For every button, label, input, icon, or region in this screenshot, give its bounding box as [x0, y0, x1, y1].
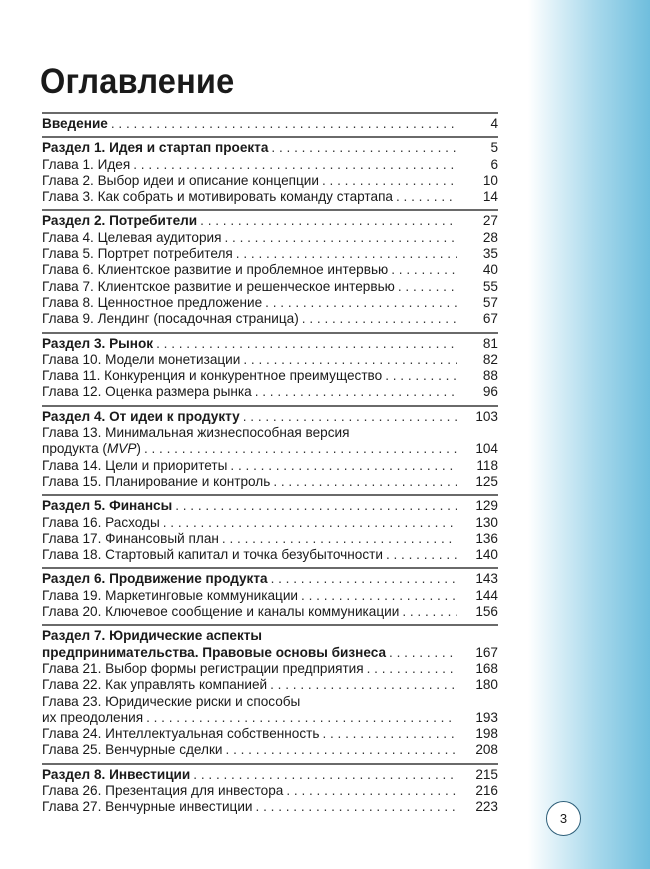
- toc-entry[interactable]: [42, 604, 498, 620]
- toc-page-number: 167: [475, 644, 498, 660]
- toc-entry[interactable]: [42, 230, 498, 246]
- toc-entry-title: Глава 26. Презентация для инвестора: [42, 782, 284, 798]
- toc-page-number: 40: [482, 262, 498, 278]
- dot-leader: [322, 173, 457, 189]
- toc-page-number: 28: [482, 229, 498, 245]
- toc-entry[interactable]: [42, 474, 498, 490]
- toc-entry-title: Глава 23. Юридические риски и способы: [42, 693, 301, 709]
- toc-entry-title: Раздел 6. Продвижение продукта: [42, 571, 268, 587]
- toc-entry-title: Глава 12. Оценка размера рынка: [42, 384, 252, 400]
- toc-entry[interactable]: [42, 547, 498, 563]
- toc-entry-title: Глава 17. Финансовый план: [42, 530, 219, 546]
- toc-page-number: 129: [475, 498, 498, 514]
- toc-page-number: 118: [476, 457, 498, 473]
- toc-entry-title: Глава 8. Ценностное предложение: [42, 294, 263, 310]
- toc-page-number: 168: [475, 660, 498, 676]
- dot-leader: [200, 213, 457, 229]
- toc-page-number: 208: [475, 742, 498, 758]
- toc-entry-title: Глава 15. Планирование и контроль: [42, 473, 271, 489]
- toc-section: [42, 112, 498, 136]
- dot-leader: [385, 368, 457, 384]
- toc-page-number: 104: [475, 441, 498, 457]
- dot-leader: [236, 246, 457, 262]
- toc-entry[interactable]: [42, 783, 498, 799]
- toc-section: [42, 136, 498, 209]
- toc-page-number: 130: [475, 514, 498, 530]
- toc-entry-title: Глава 9. Лендинг (посадочная страница): [42, 311, 299, 327]
- dot-leader: [402, 604, 457, 620]
- toc-entry-title: Глава 14. Цели и приоритеты: [42, 457, 228, 473]
- toc-section-heading[interactable]: [42, 336, 498, 352]
- toc-page-number: 193: [475, 709, 498, 725]
- toc-entry[interactable]: [42, 425, 498, 441]
- toc-entry-title: их преодоления: [42, 709, 144, 725]
- toc-section-heading[interactable]: [42, 498, 498, 514]
- toc-entry[interactable]: [42, 173, 498, 189]
- toc-section: [42, 624, 498, 762]
- toc-entry-title: Раздел 5. Финансы: [42, 498, 173, 514]
- toc-section-heading[interactable]: [42, 409, 498, 425]
- toc-entry[interactable]: [42, 742, 498, 758]
- toc-page-number: 156: [475, 604, 498, 620]
- toc-entry-title: Глава 21. Выбор формы регистрации предприятия: [42, 660, 364, 676]
- toc-section: [42, 763, 498, 820]
- toc-entry-title: Глава 6. Клиентское развитие и проблемное интервью: [42, 262, 389, 278]
- toc-entry[interactable]: [42, 799, 498, 815]
- toc-page-number: 96: [482, 384, 498, 400]
- toc-entry-title: Глава 1. Идея: [42, 156, 131, 172]
- dot-leader: [286, 783, 457, 799]
- toc-page-number: 180: [475, 677, 498, 693]
- toc-page-number: 82: [482, 351, 498, 367]
- toc-entry-title: Глава 24. Интеллектуальная собственность: [42, 726, 320, 742]
- toc-page-number: 67: [482, 311, 498, 327]
- toc-section: [42, 494, 498, 567]
- toc-section: [42, 332, 498, 405]
- dot-leader: [156, 336, 457, 352]
- toc-entry[interactable]: [42, 726, 498, 742]
- toc-section-heading[interactable]: [42, 645, 498, 661]
- toc-entry[interactable]: [42, 157, 498, 173]
- dot-leader: [271, 140, 457, 156]
- dot-leader: [273, 474, 457, 490]
- toc-entry[interactable]: [42, 661, 498, 677]
- dot-leader: [386, 547, 457, 563]
- toc-entry[interactable]: [42, 368, 498, 384]
- dot-leader: [302, 311, 457, 327]
- toc-page-number: 10: [482, 172, 498, 188]
- toc-entry-title: предпринимательства. Правовые основы бизнеса: [42, 644, 387, 660]
- dot-leader: [396, 189, 457, 205]
- toc-page-number: 136: [475, 530, 498, 546]
- dot-leader: [256, 799, 457, 815]
- dot-leader: [270, 677, 457, 693]
- toc-section-heading[interactable]: [42, 767, 498, 783]
- toc-entry[interactable]: [42, 189, 498, 205]
- toc-entry[interactable]: [42, 531, 498, 547]
- toc-entry[interactable]: [42, 262, 498, 278]
- side-color-band: [528, 0, 650, 869]
- dot-leader: [163, 515, 457, 531]
- toc-entry[interactable]: [42, 384, 498, 400]
- toc-entry-title: Раздел 2. Потребители: [42, 213, 198, 229]
- toc-entry-title: Глава 7. Клиентское развитие и решенческое интервью: [42, 278, 395, 294]
- dot-leader: [389, 645, 457, 661]
- toc-entry[interactable]: [42, 515, 498, 531]
- toc-entry-title: Глава 20. Ключевое сообщение и каналы коммуникации: [42, 604, 400, 620]
- toc-entry[interactable]: [42, 279, 498, 295]
- toc-section-heading[interactable]: [42, 213, 498, 229]
- toc-entry-title: продукта (MVP): [42, 441, 141, 457]
- toc-entry[interactable]: [42, 677, 498, 693]
- toc-page-number: 140: [475, 547, 498, 563]
- toc-page-number: 144: [475, 587, 498, 603]
- toc-entry[interactable]: [42, 458, 498, 474]
- dot-leader: [243, 409, 457, 425]
- toc-page-number: 143: [475, 571, 498, 587]
- toc-entry[interactable]: [42, 311, 498, 327]
- dot-leader: [222, 531, 457, 547]
- dot-leader: [271, 571, 457, 587]
- dot-leader: [230, 458, 457, 474]
- toc-entry-title: Глава 11. Конкуренция и конкурентное преимущество: [42, 368, 383, 384]
- dot-leader: [111, 116, 457, 132]
- toc-section: [42, 405, 498, 494]
- dot-leader: [193, 767, 457, 783]
- toc-entry-title: Глава 10. Модели монетизации: [42, 351, 241, 367]
- toc-entry-title: Глава 4. Целевая аудитория: [42, 229, 222, 245]
- toc-entry-title: Глава 13. Минимальная жизнеспособная версия: [42, 425, 350, 441]
- toc-section-heading[interactable]: [42, 116, 498, 132]
- toc-section: [42, 567, 498, 624]
- toc-page-number: 125: [475, 473, 498, 489]
- toc-entry-title: Глава 3. Как собрать и мотивировать команду стартапа: [42, 189, 393, 205]
- dot-leader: [224, 230, 457, 246]
- toc-entry-title: Глава 5. Портрет потребителя: [42, 246, 233, 262]
- dot-leader: [398, 279, 457, 295]
- toc-page-number: 88: [482, 368, 498, 384]
- toc-entry[interactable]: [42, 710, 498, 726]
- toc-page-number: 35: [482, 246, 498, 262]
- toc-entry-title: Глава 19. Маркетинговые коммуникации: [42, 587, 299, 603]
- dot-leader: [265, 295, 457, 311]
- toc-page-number: 215: [475, 766, 498, 782]
- dot-leader: [367, 661, 457, 677]
- dot-leader: [255, 384, 457, 400]
- toc-page-number: 27: [482, 213, 498, 229]
- toc-entry-title: Раздел 7. Юридические аспекты: [42, 628, 263, 644]
- toc-entry[interactable]: [42, 246, 498, 262]
- toc-section-heading[interactable]: [42, 628, 498, 644]
- dot-leader: [301, 588, 457, 604]
- toc-page-number: 5: [490, 140, 498, 156]
- dot-leader: [226, 742, 457, 758]
- toc-page-number: 55: [482, 278, 498, 294]
- toc-entry[interactable]: [42, 441, 498, 457]
- toc-section-heading[interactable]: [42, 571, 498, 587]
- toc-page-number: 198: [475, 726, 498, 742]
- toc-entry[interactable]: [42, 352, 498, 368]
- toc-section: [42, 209, 498, 331]
- toc-entry-title: Глава 27. Венчурные инвестиции: [42, 799, 253, 815]
- dot-leader: [243, 352, 457, 368]
- toc-entry-title: Глава 16. Расходы: [42, 514, 160, 530]
- toc-entry-title: Раздел 1. Идея и стартап проекта: [42, 140, 269, 156]
- toc-page-number: 57: [482, 294, 498, 310]
- toc-page-number: 81: [482, 335, 498, 351]
- toc-entry-title: Глава 18. Стартовый капитал и точка безубыточности: [42, 547, 383, 563]
- toc-page-number: 6: [490, 156, 498, 172]
- toc-entry-title: Глава 25. Венчурные сделки: [42, 742, 223, 758]
- toc-entry-title: Введение: [42, 116, 108, 131]
- dot-leader: [146, 710, 457, 726]
- toc-entry-title: Глава 22. Как управлять компанией: [42, 677, 268, 693]
- toc-page-number: 216: [475, 782, 498, 798]
- dot-leader: [322, 726, 457, 742]
- toc-entry-title: Раздел 3. Рынок: [42, 335, 154, 351]
- page-title: Оглавление: [40, 62, 235, 101]
- toc-entry[interactable]: [42, 694, 498, 710]
- toc-entry[interactable]: [42, 588, 498, 604]
- toc-entry-title: Раздел 8. Инвестиции: [42, 766, 191, 782]
- page-number-badge: 3: [546, 801, 581, 836]
- toc-entry-title: Глава 2. Выбор идеи и описание концепции: [42, 172, 319, 188]
- dot-leader: [391, 262, 457, 278]
- toc-page-number: 103: [475, 408, 498, 424]
- toc-entry-title: Раздел 4. От идеи к продукту: [42, 408, 240, 424]
- toc-page-number: 14: [482, 189, 498, 205]
- dot-leader: [144, 441, 457, 457]
- toc-section-heading[interactable]: [42, 140, 498, 156]
- dot-leader: [133, 157, 457, 173]
- toc-page-number: 223: [475, 799, 498, 815]
- toc-entry[interactable]: [42, 295, 498, 311]
- dot-leader: [175, 498, 457, 514]
- table-of-contents: [42, 112, 498, 820]
- toc-page-number: 4: [490, 116, 498, 131]
